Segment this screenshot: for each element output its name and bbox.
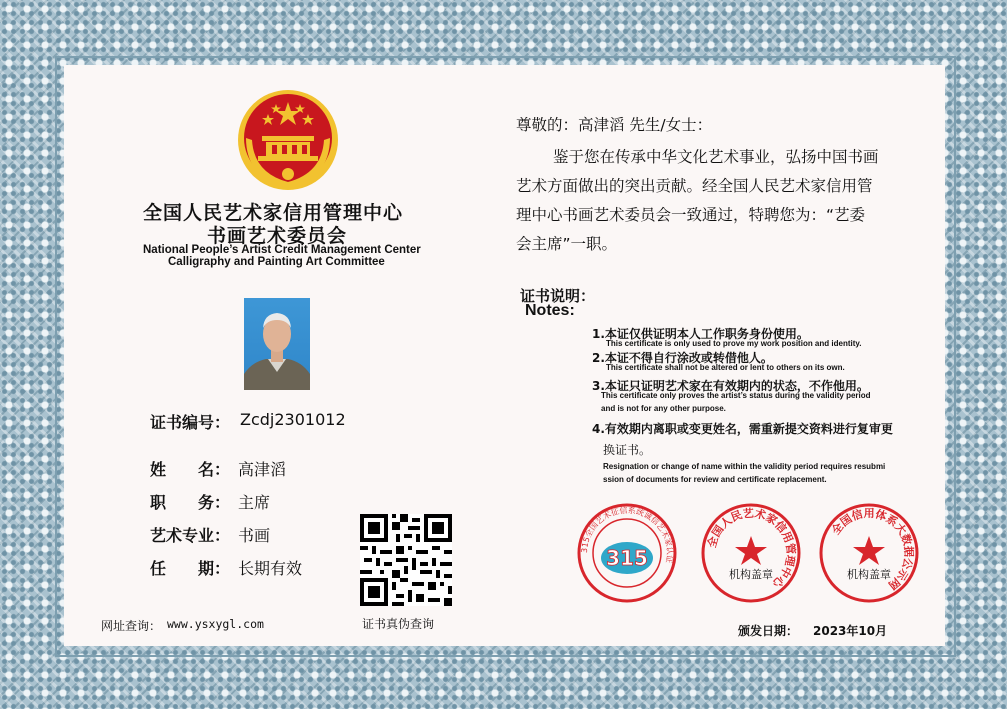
field-label-name: 姓 名：: [150, 460, 231, 479]
svg-text:全国信用体系大数据公示网: 全国信用体系大数据公示网: [829, 506, 916, 592]
note-4-cn-cont: 换证书。: [603, 443, 652, 457]
field-value-position: 主席: [238, 493, 271, 512]
note-2-en: This certificate shall not be altered or lent to others on its own.: [606, 363, 845, 372]
field-value-term: 长期有效: [238, 559, 303, 578]
national-emblem-icon: [232, 88, 344, 194]
website-link[interactable]: www.ysxygl.com: [167, 617, 264, 631]
certificate-number: Zcdj2301012: [240, 410, 346, 429]
portrait-photo: [244, 298, 310, 390]
org-name-cn-line1: 全国人民艺术家信用管理中心: [143, 202, 404, 224]
letter-line-3: 理中心书画艺术委员会一致通过，特聘您为：“艺委: [516, 206, 866, 224]
org-name-cn-line2: 书画艺术委员会: [207, 225, 348, 247]
note-3-en-line2: and is not for any other purpose.: [601, 404, 726, 413]
field-value-specialty: 书画: [238, 526, 271, 545]
certificate-number-label: 证书编号：: [150, 413, 231, 432]
seal-credit-system: [818, 502, 920, 604]
svg-text:机构盖章: 机构盖章: [847, 568, 891, 581]
letter-line-2: 艺术方面做出的突出贡献。经全国人民艺术家信用管: [516, 177, 873, 195]
svg-text:315全国艺术征信系统诚信艺术家认证: 315全国艺术征信系统诚信艺术家认证: [579, 505, 675, 564]
field-value-name: 高津滔: [238, 460, 287, 479]
org-name-en-line2: Calligraphy and Painting Art Committee: [168, 256, 385, 268]
seal-credit-center: [700, 502, 802, 604]
issue-date-label: 颁发日期：: [738, 624, 799, 638]
greeting: 尊敬的：高津滔 先生/女士：: [516, 116, 713, 134]
field-label-term: 任 期：: [150, 559, 231, 578]
notes-title-en: Notes:: [525, 302, 575, 319]
svg-text:全国人民艺术家信用管理中心: 全国人民艺术家信用管理中心: [705, 506, 798, 591]
note-4-en-line2: ssion of documents for review and certificate replacement.: [603, 475, 827, 484]
note-3-en-line1: This certificate only proves the artist’s status during the validity period: [601, 391, 871, 400]
website-label: 网址查询：: [101, 619, 162, 633]
seal-315-certification: [576, 502, 678, 604]
note-1-cn: 1.本证仅供证明本人工作职务身份使用。: [592, 327, 809, 341]
svg-text:315: 315: [606, 546, 648, 570]
org-name-en-line1: National People’s Artist Credit Management Center: [143, 244, 421, 256]
verification-qr-code[interactable]: [360, 514, 452, 606]
letter-line-4: 会主席”一职。: [516, 235, 618, 253]
letter-line-1: 鉴于您在传承中华文化艺术事业，弘扬中国书画: [553, 148, 879, 166]
svg-text:机构盖章: 机构盖章: [729, 568, 773, 581]
field-label-position: 职 务：: [150, 493, 231, 512]
qr-caption: 证书真伪查询: [362, 617, 435, 631]
notes-title-cn: 证书说明：: [520, 287, 596, 305]
note-1-en: This certificate is only used to prove my work position and identity.: [606, 339, 862, 348]
note-4-cn: 4.有效期内离职或变更姓名，需重新提交资料进行复审更: [592, 422, 893, 436]
note-2-cn: 2.本证不得自行涂改或转借他人。: [592, 351, 773, 365]
note-3-cn: 3.本证只证明艺术家在有效期内的状态，不作他用。: [592, 379, 869, 393]
field-label-specialty: 艺术专业：: [150, 526, 231, 545]
issue-date: 2023年10月: [813, 624, 888, 638]
note-4-en-line1: Resignation or change of name within the validity period requires resubmi: [603, 462, 886, 471]
